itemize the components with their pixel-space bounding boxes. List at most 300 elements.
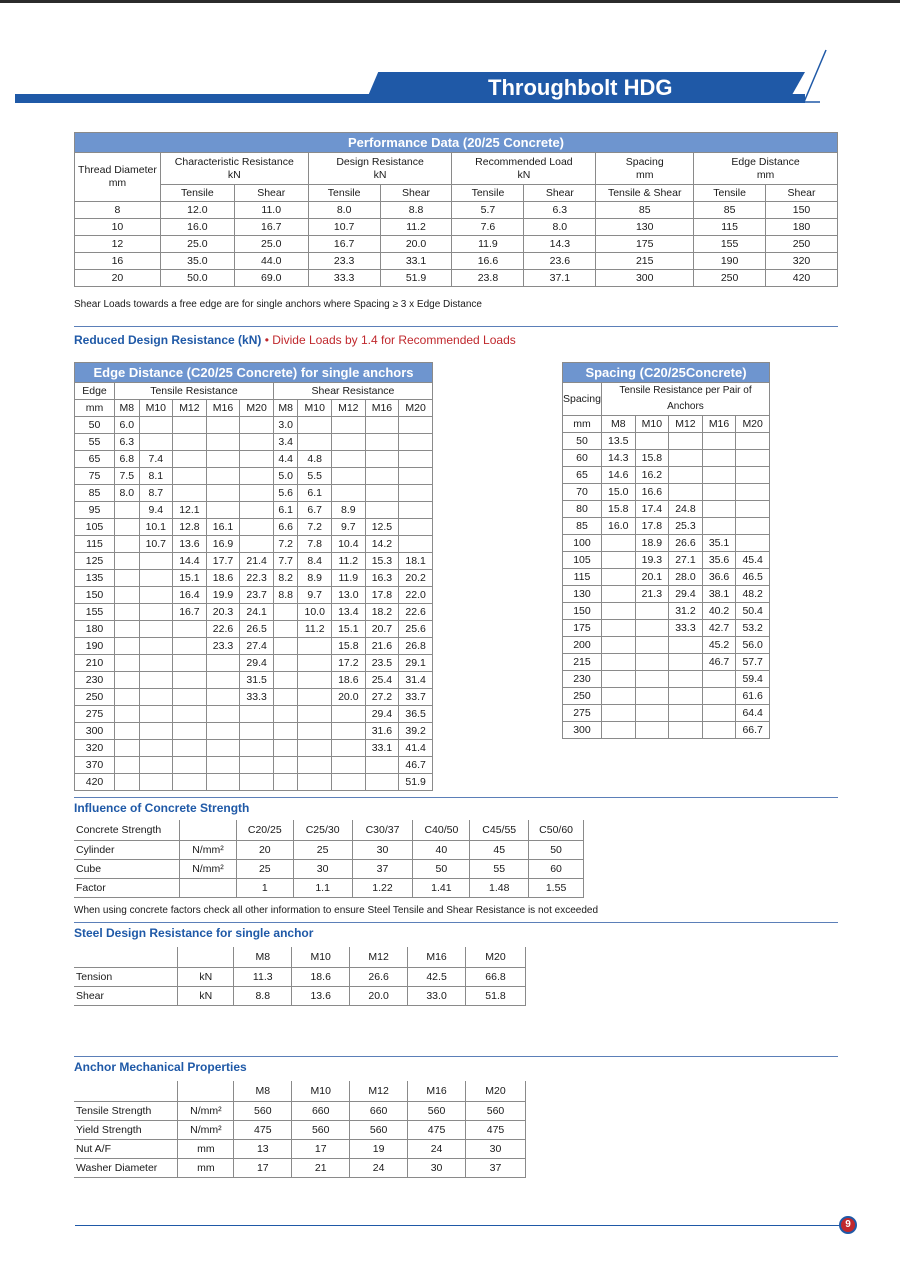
table-cell: 53.2 (736, 620, 770, 637)
table-cell: 420 (766, 270, 838, 287)
concrete-head-row (74, 820, 584, 840)
steel-head-row (74, 947, 526, 967)
group-header (596, 153, 694, 185)
table-cell: 31.5 (240, 672, 274, 689)
spacing-row (563, 433, 770, 450)
table-cell: 33.1 (365, 740, 399, 757)
table-cell: 16.6 (635, 484, 669, 501)
table-cell: 50 (563, 433, 602, 450)
table-cell (399, 519, 433, 536)
table-cell: 8.8 (380, 202, 452, 219)
size-header: M12 (332, 400, 366, 417)
table-cell: 180 (766, 219, 838, 236)
size-header: M10 (298, 400, 332, 417)
table-cell: 25.0 (160, 236, 234, 253)
table-cell (298, 672, 332, 689)
table-cell (702, 450, 736, 467)
table-cell: Cylinder (74, 840, 180, 859)
edge-row (75, 655, 433, 672)
table-cell: kN (178, 967, 234, 986)
table-cell: 46.5 (736, 569, 770, 586)
table-cell: 7.7 (273, 553, 297, 570)
table-cell: 20.0 (380, 236, 452, 253)
table-cell: 9.4 (139, 502, 173, 519)
table-cell (139, 672, 173, 689)
edge-caption: Edge Distance (C20/25 Concrete) for single anchors (75, 363, 433, 383)
column-header: M10 (292, 947, 350, 967)
group-header (75, 153, 161, 202)
table-cell: 24.1 (240, 604, 274, 621)
size-header: M8 (601, 416, 635, 433)
table-cell (298, 723, 332, 740)
table-cell (206, 417, 240, 434)
table-cell (173, 468, 207, 485)
table-cell: 18.6 (332, 672, 366, 689)
size-header: M20 (736, 416, 770, 433)
table-cell: 17.8 (365, 587, 399, 604)
table-cell (635, 654, 669, 671)
table-cell: 30 (466, 1139, 526, 1158)
edge-caption-row (75, 363, 433, 383)
table-cell: 26.5 (240, 621, 274, 638)
spacing-unit: mm (563, 416, 602, 433)
spacing-size-row (563, 416, 770, 433)
group-label: Recommended Load (475, 155, 573, 168)
table-cell: 215 (596, 253, 694, 270)
table-cell: 10.1 (139, 519, 173, 536)
table-cell: 33.3 (308, 270, 380, 287)
table-cell: 230 (563, 671, 602, 688)
table-cell (273, 740, 297, 757)
table-cell (173, 723, 207, 740)
reduced-subtitle: • Divide Loads by 1.4 for Recommended Loads (264, 333, 516, 347)
table-cell: 475 (466, 1120, 526, 1139)
table-cell: Cube (74, 859, 180, 878)
column-header: M12 (350, 1081, 408, 1101)
table-cell: 23.3 (308, 253, 380, 270)
table-cell (702, 433, 736, 450)
table-cell (115, 570, 139, 587)
table-cell: 230 (75, 672, 115, 689)
edge-row (75, 689, 433, 706)
table-cell (206, 672, 240, 689)
spacing-row (563, 467, 770, 484)
spacing-table (562, 362, 770, 739)
table-cell: 115 (694, 219, 766, 236)
table-cell (139, 553, 173, 570)
performance-row (75, 270, 838, 287)
table-cell: 150 (75, 587, 115, 604)
sub-header: Shear (524, 185, 596, 202)
column-header: M8 (234, 947, 292, 967)
table-cell: Nut A/F (74, 1139, 178, 1158)
table-cell: 85 (694, 202, 766, 219)
table-cell: 28.0 (669, 569, 703, 586)
table-cell (173, 485, 207, 502)
table-cell: N/mm² (178, 1120, 234, 1139)
table-cell: 30 (408, 1158, 466, 1177)
mech-head-row (74, 1081, 526, 1101)
table-cell (240, 502, 274, 519)
tensile-header: Tensile Resistance (115, 383, 274, 400)
table-cell (669, 688, 703, 705)
table-cell (273, 604, 297, 621)
size-header: M20 (240, 400, 274, 417)
table-cell: 8.2 (273, 570, 297, 587)
table-cell (206, 723, 240, 740)
performance-caption: Performance Data (20/25 Concrete) (75, 133, 838, 153)
table-cell: 150 (563, 603, 602, 620)
column-header: C25/30 (293, 820, 352, 840)
table-cell: 95 (75, 502, 115, 519)
table-cell: 190 (694, 253, 766, 270)
table-cell: 7.2 (298, 519, 332, 536)
table-cell (601, 569, 635, 586)
table-cell (240, 706, 274, 723)
concrete-row (74, 840, 584, 859)
table-cell: 13.4 (332, 604, 366, 621)
edge-size-row (75, 400, 433, 417)
table-cell: 115 (75, 536, 115, 553)
table-cell (635, 603, 669, 620)
table-cell (399, 485, 433, 502)
steel-table (74, 947, 526, 1006)
concrete-row (74, 859, 584, 878)
table-cell: 70 (563, 484, 602, 501)
table-cell: 7.6 (452, 219, 524, 236)
table-cell: 17.2 (332, 655, 366, 672)
table-cell: 45.2 (702, 637, 736, 654)
mech-row (74, 1120, 526, 1139)
table-cell (332, 723, 366, 740)
table-cell (669, 671, 703, 688)
table-cell (139, 638, 173, 655)
size-header: M12 (173, 400, 207, 417)
table-cell: 46.7 (702, 654, 736, 671)
table-cell (115, 740, 139, 757)
edge-row (75, 604, 433, 621)
mech-rule (74, 1056, 838, 1057)
table-cell: 16.3 (365, 570, 399, 587)
table-cell (365, 502, 399, 519)
size-header: M10 (635, 416, 669, 433)
spacing-row (563, 620, 770, 637)
spacing-row (563, 518, 770, 535)
table-cell: 16 (75, 253, 161, 270)
table-cell: 10.7 (308, 219, 380, 236)
table-cell (115, 655, 139, 672)
table-cell: 10.0 (298, 604, 332, 621)
table-cell: 190 (75, 638, 115, 655)
table-cell (399, 417, 433, 434)
size-header: M10 (139, 400, 173, 417)
table-cell (240, 536, 274, 553)
table-cell: 80 (563, 501, 602, 518)
table-cell: 14.4 (173, 553, 207, 570)
table-cell: 55 (75, 434, 115, 451)
table-cell: 250 (75, 689, 115, 706)
table-cell: 16.7 (234, 219, 308, 236)
table-cell (736, 501, 770, 518)
table-cell: 16.6 (452, 253, 524, 270)
table-cell: 475 (408, 1120, 466, 1139)
steel-title: Steel Design Resistance for single anchor (74, 926, 314, 940)
table-cell: 420 (75, 774, 115, 791)
table-cell (702, 705, 736, 722)
table-cell (601, 552, 635, 569)
table-cell (298, 740, 332, 757)
table-cell (240, 434, 274, 451)
size-header: M8 (273, 400, 297, 417)
spacing-row (563, 586, 770, 603)
table-cell: 60 (529, 859, 584, 878)
table-cell (139, 587, 173, 604)
table-cell: 560 (350, 1120, 408, 1139)
table-cell (702, 484, 736, 501)
table-cell (139, 774, 173, 791)
table-cell (173, 706, 207, 723)
table-cell: 40.2 (702, 603, 736, 620)
table-cell (115, 536, 139, 553)
table-cell (115, 621, 139, 638)
table-cell: 64.4 (736, 705, 770, 722)
table-cell: 36.5 (399, 706, 433, 723)
table-cell: 11.0 (234, 202, 308, 219)
table-cell: 130 (596, 219, 694, 236)
group-unit: kN (517, 168, 531, 181)
table-cell: 660 (350, 1101, 408, 1120)
table-cell: 61.6 (736, 688, 770, 705)
table-cell (139, 417, 173, 434)
column-header: C20/25 (236, 820, 293, 840)
table-cell: 42.7 (702, 620, 736, 637)
table-cell (139, 689, 173, 706)
concrete-title: Influence of Concrete Strength (74, 801, 250, 815)
table-cell: 8.8 (273, 587, 297, 604)
table-cell: 21.6 (365, 638, 399, 655)
column-header: C30/37 (352, 820, 413, 840)
performance-row (75, 202, 838, 219)
table-cell: 18.1 (399, 553, 433, 570)
table-cell (115, 638, 139, 655)
table-cell: 29.4 (240, 655, 274, 672)
edge-row (75, 553, 433, 570)
spacing-row (563, 569, 770, 586)
table-cell: 6.3 (524, 202, 596, 219)
table-cell: 5.7 (452, 202, 524, 219)
table-cell: 10.7 (139, 536, 173, 553)
table-cell: 22.3 (240, 570, 274, 587)
table-cell: Tension (74, 967, 178, 986)
table-cell: 250 (694, 270, 766, 287)
table-cell (365, 434, 399, 451)
table-cell (332, 434, 366, 451)
table-cell: 210 (75, 655, 115, 672)
table-cell: 66.8 (466, 967, 526, 986)
table-cell: 6.7 (298, 502, 332, 519)
table-cell: 20.3 (206, 604, 240, 621)
table-cell (273, 655, 297, 672)
table-cell: 69.0 (234, 270, 308, 287)
table-cell: Shear (74, 986, 178, 1005)
table-cell (702, 671, 736, 688)
table-cell: 12.1 (173, 502, 207, 519)
size-header: M8 (115, 400, 139, 417)
table-cell (240, 723, 274, 740)
table-cell (298, 655, 332, 672)
spacing-row (563, 552, 770, 569)
table-cell (139, 604, 173, 621)
table-cell: 560 (408, 1101, 466, 1120)
table-cell (635, 722, 669, 739)
table-cell: 8.9 (298, 570, 332, 587)
table-cell: 12 (75, 236, 161, 253)
table-cell (669, 467, 703, 484)
column-header: M16 (408, 947, 466, 967)
table-cell: 13.6 (292, 986, 350, 1005)
table-cell (206, 689, 240, 706)
table-cell: 17 (234, 1158, 292, 1177)
table-cell: 10.4 (332, 536, 366, 553)
table-cell: 23.7 (240, 587, 274, 604)
reduced-rule (74, 326, 838, 327)
page-number: 9 (839, 1216, 857, 1234)
table-cell (273, 723, 297, 740)
spacing-row (563, 671, 770, 688)
table-cell (173, 434, 207, 451)
table-cell (206, 706, 240, 723)
mech-title: Anchor Mechanical Properties (74, 1060, 247, 1074)
table-cell (115, 553, 139, 570)
table-cell: 12.0 (160, 202, 234, 219)
table-cell: Washer Diameter (74, 1158, 178, 1177)
page-title: Throughbolt HDG (488, 75, 673, 100)
edge-row (75, 706, 433, 723)
table-cell: 85 (75, 485, 115, 502)
table-cell (206, 774, 240, 791)
table-cell (115, 689, 139, 706)
table-cell: 13.0 (332, 587, 366, 604)
table-cell: 8.0 (115, 485, 139, 502)
spacing-row (563, 705, 770, 722)
table-cell: 16.1 (206, 519, 240, 536)
table-cell: 560 (466, 1101, 526, 1120)
table-cell (240, 417, 274, 434)
performance-caption-row (75, 133, 838, 153)
table-cell: 55 (470, 859, 529, 878)
table-cell (273, 757, 297, 774)
table-cell (180, 878, 237, 897)
table-cell: 35.1 (702, 535, 736, 552)
column-header: M12 (350, 947, 408, 967)
table-cell: 300 (563, 722, 602, 739)
table-cell (206, 655, 240, 672)
table-cell: 21 (292, 1158, 350, 1177)
spacing-row (563, 603, 770, 620)
edge-row (75, 723, 433, 740)
table-cell (115, 672, 139, 689)
table-cell (139, 655, 173, 672)
table-cell: 41.4 (399, 740, 433, 757)
group-unit: mm (756, 168, 775, 181)
table-cell: 275 (563, 705, 602, 722)
sub-header: Tensile (308, 185, 380, 202)
steel-row (74, 967, 526, 986)
table-cell: N/mm² (178, 1101, 234, 1120)
column-header (74, 1081, 178, 1101)
spacing-row (563, 535, 770, 552)
table-cell: 75 (75, 468, 115, 485)
table-cell (139, 570, 173, 587)
table-cell: 22.0 (399, 587, 433, 604)
table-cell: 39.2 (399, 723, 433, 740)
table-cell: 33.7 (399, 689, 433, 706)
table-cell: 13.6 (173, 536, 207, 553)
column-header (178, 1081, 234, 1101)
table-cell: 65 (563, 467, 602, 484)
table-cell (635, 705, 669, 722)
table-cell: 11.2 (380, 219, 452, 236)
table-cell: 1.41 (413, 878, 470, 897)
footer-rule (75, 1225, 840, 1226)
table-cell (702, 501, 736, 518)
table-cell: 155 (75, 604, 115, 621)
table-cell: 200 (563, 637, 602, 654)
table-cell: 30 (352, 840, 413, 859)
table-cell (635, 688, 669, 705)
table-cell: 33.0 (408, 986, 466, 1005)
table-cell (702, 722, 736, 739)
table-cell: 20.2 (399, 570, 433, 587)
table-cell (635, 671, 669, 688)
group-label: Thread Diameter (78, 164, 157, 176)
table-cell: 9.7 (332, 519, 366, 536)
spacing-row (563, 501, 770, 518)
table-cell (115, 502, 139, 519)
table-cell: 24 (350, 1158, 408, 1177)
column-header: Concrete Strength (74, 820, 180, 840)
table-cell: 37.1 (524, 270, 596, 287)
table-cell: 1.1 (293, 878, 352, 897)
performance-group-row (75, 153, 838, 185)
table-cell: 175 (563, 620, 602, 637)
table-cell: 7.4 (139, 451, 173, 468)
table-cell: 51.9 (399, 774, 433, 791)
table-cell: 17 (292, 1139, 350, 1158)
table-cell: 19.3 (635, 552, 669, 569)
table-cell (173, 655, 207, 672)
table-cell: 29.4 (365, 706, 399, 723)
table-cell: 14.6 (601, 467, 635, 484)
slash-mark (798, 48, 828, 108)
group-label: Design Resistance (336, 155, 424, 168)
table-cell: 23.8 (452, 270, 524, 287)
table-cell: 6.3 (115, 434, 139, 451)
table-cell: 11.3 (234, 967, 292, 986)
group-label: Spacing (625, 155, 664, 168)
table-cell: 65 (75, 451, 115, 468)
table-cell (601, 705, 635, 722)
table-cell: 19 (350, 1139, 408, 1158)
column-header: C45/55 (470, 820, 529, 840)
table-cell: 25.4 (365, 672, 399, 689)
table-cell: 475 (234, 1120, 292, 1139)
table-cell: 13 (234, 1139, 292, 1158)
table-cell (115, 706, 139, 723)
table-cell (601, 654, 635, 671)
table-cell: N/mm² (180, 840, 237, 859)
table-cell: 15.8 (332, 638, 366, 655)
